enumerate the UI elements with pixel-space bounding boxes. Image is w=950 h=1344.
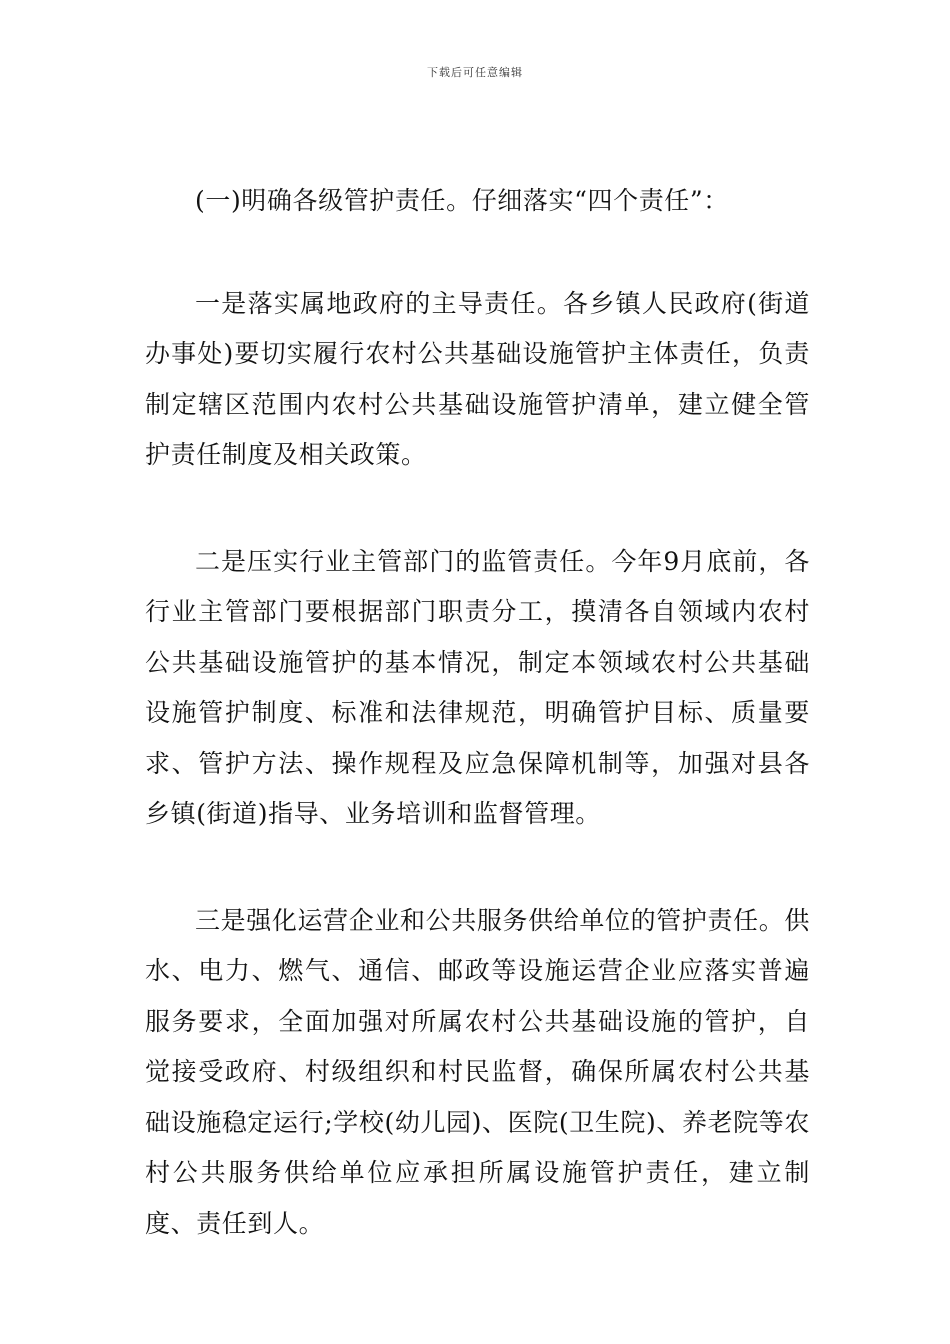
section-heading: (一)明确各级管护责任。仔细落实“四个责任”： bbox=[195, 186, 729, 215]
paragraph-industry-supervision-responsibility: 二是压实行业主管部门的监管责任。今年9月底前，各行业主管部门要根据部门职责分工，摸清各自领域内农村公共基础设施管护的基本情况，制定本领域农村公共基础设施管护制度、标准和法律规范，明确管护目标、质量要求、管护方法、操作规程及应急保障机制等，加强对县各乡镇(街道)指导、业务培训和监督管理。 bbox=[145, 546, 810, 828]
page-header-note: 下载后可任意编辑 bbox=[427, 66, 523, 79]
document-body bbox=[145, 176, 810, 1249]
paragraph-local-government-responsibility: 一是落实属地政府的主导责任。各乡镇人民政府(街道办事处)要切实履行农村公共基础设施管护主体责任，负责制定辖区范围内农村公共基础设施管护清单，建立健全管护责任制度及相关政策。 bbox=[145, 288, 810, 469]
paragraph-operator-responsibility: 三是强化运营企业和公共服务供给单位的管护责任。供水、电力、燃气、通信、邮政等设施运营企业应落实普遍服务要求，全面加强对所属农村公共基础设施的管护，自觉接受政府、村级组织和村民监督，确保所属农村公共基础设施稳定运行;学校(幼儿园)、医院(卫生院)、养老院等农村公共服务供给单位应承担所属设施管护责任，建立制度、责任到人。 bbox=[145, 905, 810, 1238]
